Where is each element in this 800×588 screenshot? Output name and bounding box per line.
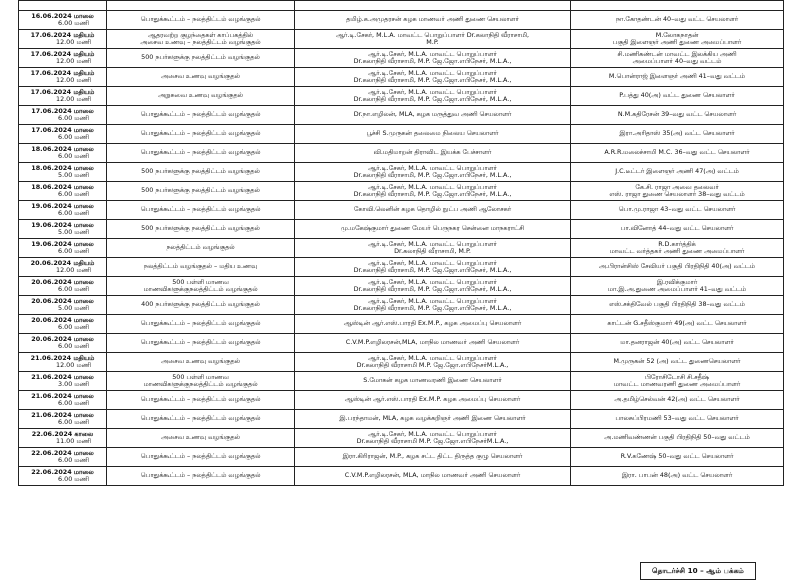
event-description-cell [107,353,295,372]
event-time: 6.00 மணி [58,247,89,255]
event-description-cell [107,68,295,87]
organizer-cell [571,429,784,448]
guest-line: Dr.கலாநிதி வீராசாமி, M.P. ஜே.ஜோ.எபிநேசர், M.L.A., [353,95,512,103]
organizer-cell [571,372,784,391]
guest-line: M.P. [426,38,439,46]
event-description-cell [107,49,295,68]
organizer-line: மா.இ.அ.துணை அமைப்பாளர் 41–வது வட்டம் [607,285,747,293]
event-line: 500 நபர்களுக்கு நலத்திட்டம் வழங்குதல் [141,167,260,176]
event-time: 12.00 மணி [56,95,91,103]
event-description-cell [107,106,295,125]
event-date: 20.06.2024 மாலை [31,277,94,286]
schedule-row [19,372,784,391]
guest-line: Dr.கலாநிதி வீராசாமி M.P. ஜே.ஜோ.எபிநேசர்M.L.A., [356,437,509,445]
event-date: 21.06.2024 மாலை [31,372,94,381]
event-description-cell [107,391,295,410]
date-time-cell [19,296,107,315]
event-line: 500 நபர்களுக்கு நலத்திட்டம் வழங்குதல் [141,186,260,195]
event-description-cell [107,372,295,391]
organizer-line: மா.தனராஜன் 40(அ) வட்ட செயலாளர் [620,338,734,347]
guests-cell [295,87,571,106]
date-time-cell [19,429,107,448]
event-description-cell [107,258,295,277]
date-time-cell [19,391,107,410]
schedule-row [19,125,784,144]
event-line: பொதுக்கூட்டம் – நலத்திட்டம் வழங்குதல் [140,15,261,24]
event-line: பொதுக்கூட்டம் – நலத்திட்டம் வழங்குதல் [140,395,261,404]
guests-cell [295,315,571,334]
organizer-cell [571,201,784,220]
organizer-line: பாலசுப்பிரமணி 53–வது வட்ட செயலாளர் [615,414,739,423]
date-time-cell [19,353,107,372]
organizer-line: நா.கோதண்டன் 40–வது வட்ட செயலாளர் [615,15,739,24]
guests-cell [295,49,571,68]
event-line: பொதுக்கூட்டம் – நலத்திட்டம் வழங்குதல் [140,129,261,138]
event-line: அசைவ உணவு வழங்குதல் [161,72,240,81]
date-time-cell [19,182,107,201]
organizer-line: எஸ். ராஜா துணை செயலாளர் 38–வது வட்டம் [609,190,745,198]
organizer-line: அமைப்பாளர் 40–வது வட்டம் [632,57,722,65]
organizer-line: சி.மணிகண்டன் மாவட்ட இலக்கிய அணி [617,49,737,58]
event-line: 500 நபர்களுக்கு நலத்திட்டம் வழங்குதல் [141,224,260,233]
organizer-line: M.முருகன் 52 (அ) வட்ட துணைசெயலாளர் [613,357,741,366]
schedule-row [19,258,784,277]
guest-line: ஆர்.டி.சேகர், M.L.A. மாவட்ட பொறுப்பாளர் [368,68,497,77]
event-description-cell [107,296,295,315]
schedule-row [19,201,784,220]
guest-line: ஆர்.டி.சேகர், M.L.A. மாவட்ட பொறுப்பாளர் [368,239,497,248]
event-time: 12.00 மணி [56,38,91,46]
organizer-line: பகுதி இளைஞர் அணி துணை அமைப்பாளர் [612,38,742,46]
date-time-cell [19,372,107,391]
organizer-line: அ.பிரான்சிஸ் சேவியர் பகுதி பிரதிநிதி 40(அ) வட்டம் [598,262,756,271]
guest-line: ஆர்.டி.சேகர், M.L.A. மாவட்ட பொறுப்பாளர் [368,163,497,172]
guest-line: மு.மகேஷ்குமார் துணை மேயர் பெருநகர சென்னை மாநகராட்சி [340,224,525,233]
guest-line: ஆர்.டி.சேகர், M.L.A. மாவட்ட பொறுப்பாளர் Dr.கலாநிதி வீராசாமி, [335,30,530,39]
continued-label: தொடர்ச்சி 10 – ஆம் பக்கம் [652,566,744,575]
organizer-line: R.V.கணேஷ் 50–வது வட்ட செயலாளர் [620,452,734,461]
organizer-cell [571,315,784,334]
date-time-cell [19,163,107,182]
event-line: பொதுக்கூட்டம் – நலத்திட்டம் வழங்குதல் [140,148,261,157]
schedule-row [19,410,784,429]
guest-line: Dr.கலாநிதி வீராசாமி, M.P. ஜே.ஜோ.எபிநேசர், M.L.A., [353,171,512,179]
event-line: நலத்திட்டம் வழங்குதல் [166,243,235,252]
event-line: மாணவிகளுக்குநலத்திட்டம் வழங்குதல் [143,285,258,293]
guest-line: Dr.கலாநிதி வீராசாமி M.P. ஜே.ஜோ.எபிநேசர்M.L.A., [356,361,509,369]
date-time-cell [19,277,107,296]
event-description-cell [107,11,295,30]
guest-line: ஆர்.டி.சேகர், M.L.A. மாவட்ட பொறுப்பாளர் [368,49,497,58]
organizer-cell [571,68,784,87]
schedule-row [19,277,784,296]
organizer-cell [571,277,784,296]
guests-cell [295,410,571,429]
event-line: பொதுக்கூட்டம் – நலத்திட்டம் வழங்குதல் [140,338,261,347]
organizer-cell [571,239,784,258]
event-date: 18.06.2024 மாலை [31,182,94,191]
date-time-cell [19,201,107,220]
event-date: 22.06.2024 மாலை [31,448,94,457]
date-time-cell [19,30,107,49]
guest-line: C.V.M.P.எழிலரசன்,MLA, மாநில மாணவர் அணி செயலாளர் [345,338,520,347]
guests-cell [295,201,571,220]
organizer-line: பா.வினோத் 44–வது வட்ட செயலாளர் [620,224,734,233]
event-line: அசைவ உணவு வழங்குதல் [161,433,240,442]
schedule-row [19,11,784,30]
guests-cell [295,163,571,182]
guests-cell [295,106,571,125]
event-line: மாணவிகளுக்குநலத்திட்டம் வழங்குதல் [143,380,258,388]
organizer-cell [571,163,784,182]
organizer-cell [571,144,784,163]
guests-cell [295,144,571,163]
date-time-cell [19,334,107,353]
schedule-row [19,353,784,372]
event-date: 22.06.2024 காலை [31,429,94,438]
guest-line: S.மோகன் கழக மாணவரணி இணை செயலாளர் [363,376,502,385]
date-time-cell [19,11,107,30]
schedule-row [19,467,784,486]
event-line: 500 பள்ளி மாணவ [172,277,229,286]
date-time-cell [19,125,107,144]
guests-cell [295,296,571,315]
guest-line: ஆர்.டி.சேகர், M.L.A. மாவட்ட பொறுப்பாளர் [368,87,497,96]
event-time: 6.00 மணி [58,342,89,350]
event-description-cell [107,410,295,429]
event-time: 6.00 மணி [58,114,89,122]
schedule-page [18,0,783,552]
guest-line: C.V.M.P.எழிலரசன், MLA, மாநில மாணவர் அணி செயலாளர் [344,471,521,480]
date-time-cell [19,239,107,258]
schedule-row [19,182,784,201]
date-time-cell [19,258,107,277]
event-line: அறுசுவை உணவு வழங்குதல் [158,91,243,100]
guest-line: ஆஸ்டின் ஆர்.எஸ்.பாரதி Ex.M.P., கழக அமைப்பு செயலாளர் [343,319,522,328]
date-time-cell [19,49,107,68]
schedule-body [19,1,784,486]
organizer-cell [571,87,784,106]
event-line: அசைவ உணவு வழங்குதல் [161,357,240,366]
event-time: 6.00 மணி [58,209,89,217]
guests-cell [295,68,571,87]
date-time-cell [19,106,107,125]
event-date: 20.06.2024 மாலை [31,296,94,305]
guests-cell [295,277,571,296]
guests-cell [295,220,571,239]
organizer-line: பிரோசிடோசி சி.சதீஷ் [645,372,709,381]
event-time: 5.00 மணி [58,304,89,312]
organizer-line: இரா. பாபன் 48(அ) வட்ட செயலாளர் [621,471,733,480]
event-description-cell [107,30,295,49]
event-description-cell [107,334,295,353]
continued-on-page-box [640,562,756,580]
event-line: பொதுக்கூட்டம் – நலத்திட்டம் வழங்குதல் [140,205,261,214]
guest-line: ஆஸ்டின் ஆர்.எஸ்.பாரதி Ex.M.P. கழக அமைப்பு செயலாளர் [344,395,521,404]
schedule-row [19,163,784,182]
guests-cell [295,30,571,49]
guests-cell [295,391,571,410]
schedule-row [19,334,784,353]
organizer-cell [571,182,784,201]
guests-cell [295,372,571,391]
guests-cell [295,353,571,372]
event-line: அசைவ உணவு – நலத்திட்டம் வழங்குதல் [140,38,261,46]
organizer-cell [571,258,784,277]
event-time: 6.00 மணி [58,323,89,331]
organizer-cell [571,334,784,353]
schedule-row [19,106,784,125]
event-line: நலத்திட்டம் வழங்குதல் – மதிய உணவு [143,262,258,271]
date-time-cell [19,220,107,239]
organizer-cell [571,448,784,467]
guests-cell [295,334,571,353]
event-time: 12.00 மணி [56,57,91,65]
guests-cell [295,448,571,467]
schedule-row [19,68,784,87]
organizer-cell [571,49,784,68]
date-time-cell [19,68,107,87]
guest-line: Dr.கலாநிதி வீராசாமி, M.P. ஜே.ஜோ.எபிநேசர், M.L.A., [353,57,512,65]
event-time: 5.00 மணி [58,171,89,179]
event-time: 6.00 மணி [58,19,89,27]
event-time: 6.00 மணி [58,152,89,160]
event-description-cell [107,467,295,486]
organizer-cell [571,410,784,429]
organizer-line: J.C.டீட்டர் இளைஞர் அணி 47(அ) வட்டம் [615,167,739,176]
event-line: பொதுக்கூட்டம் – நலத்திட்டம் வழங்குதல் [140,110,261,119]
guests-cell [295,258,571,277]
event-description-cell [107,87,295,106]
event-date: 17.06.2024 மதியம் [30,30,95,39]
guest-line: ஆர்.டி.சேகர், M.L.A. மாவட்ட பொறுப்பாளர் [368,277,497,286]
event-line: 400 நபர்களுக்கு நலத்திட்டம் வழங்குதல் [141,300,260,309]
schedule-row [19,239,784,258]
date-time-cell [19,448,107,467]
guests-cell [295,125,571,144]
organizer-cell [571,106,784,125]
guest-line: Dr.கலாநிதி வீராசாமி, M.P. ஜே.ஜோ.எபிநேசர், M.L.A., [353,304,512,312]
schedule-row [19,315,784,334]
event-line: பொதுக்கூட்டம் – நலத்திட்டம் வழங்குதல் [140,414,261,423]
event-date: 22.06.2024 மாலை [31,467,94,476]
event-date: 17.06.2024 மதியம் [30,68,95,77]
schedule-table [18,0,784,486]
event-time: 6.00 மணி [58,190,89,198]
guest-line: கோவி.லெனின் கழக தொழில் நுட்ப அணி ஆலோசகர் [353,205,512,214]
event-description-cell [107,182,295,201]
event-time: 6.00 மணி [58,133,89,141]
organizer-line: P.பத்து 40(அ) வட்ட துணை செயலாளர் [619,91,735,100]
guest-line: ஆர்.டி.சேகர், M.L.A. மாவட்ட பொறுப்பாளர் [368,182,497,191]
organizer-line: A.R.R.மலைச்சாமி M.C. 36–வது வட்ட செயலாளர் [604,148,750,157]
event-date: 19.06.2024 மாலை [31,220,94,229]
schedule-row [19,296,784,315]
event-date: 19.06.2024 மாலை [31,201,94,210]
organizer-line: காட்டன் G.சதீஸ்குமார் 49(அ) வட்ட செயலாளர் [607,319,747,328]
schedule-row [19,30,784,49]
organizer-cell [571,467,784,486]
guests-cell [295,467,571,486]
organizer-line: N.M.கதிரேசன் 39–வது வட்ட செயலாளர் [617,110,737,119]
event-date: 21.06.2024 மாலை [31,391,94,400]
event-time: 12.00 மணி [56,76,91,84]
event-description-cell [107,125,295,144]
event-date: 21.06.2024 மதியம் [30,353,95,362]
event-date: 17.06.2024 மதியம் [30,87,95,96]
date-time-cell [19,87,107,106]
event-date: 20.06.2024 மதியம் [30,258,95,267]
guests-cell [295,11,571,30]
organizer-cell [571,11,784,30]
organizer-line: மாவட்ட வர்த்தகர் அணி துணை அமைப்பாளர் [609,247,745,255]
event-description-cell [107,277,295,296]
guest-line: ஆர்.டி.சேகர், M.L.A. மாவட்ட பொறுப்பாளர் [368,353,497,362]
date-time-cell [19,410,107,429]
event-date: 17.06.2024 மதியம் [30,49,95,58]
event-description-cell [107,315,295,334]
guest-line: ஆர்.டி.சேகர், M.L.A. மாவட்ட பொறுப்பாளர் [368,258,497,267]
guest-line: இ.பரந்தாமன், MLA, கழக வழக்கறிஞர் அணி இணை செயலாளர் [339,414,526,423]
organizer-line: M.பொன்ராஜ் இளைஞர் அணி 41–வது வட்டம் [608,72,746,81]
event-description-cell [107,429,295,448]
schedule-row [19,144,784,163]
event-time: 6.00 மணி [58,285,89,293]
event-time: 12.00 மணி [56,361,91,369]
schedule-row [19,220,784,239]
event-date: 20.06.2024 மாலை [31,334,94,343]
organizer-cell [571,296,784,315]
guest-line: Dr.கலாநிதி வீராசாமி, M.P. ஜே.ஜோ.எபிநேசர், M.L.A., [353,285,512,293]
event-time: 12.00 மணி [56,266,91,274]
guest-line: Dr.கலாநிதி வீராசாமி, M.P. ஜே.ஜோ.எபிநேசர், M.L.A., [353,266,512,274]
event-description-cell [107,201,295,220]
event-description-cell [107,163,295,182]
organizer-cell [571,125,784,144]
guest-line: தமிழ்.க.அமுதரசன் கழக மாணவர் அணி துணை செயலாளர் [346,15,519,24]
schedule-row [19,49,784,68]
organizer-cell [571,353,784,372]
event-date: 16.06.2024 மாலை [31,11,94,20]
guests-cell [295,182,571,201]
organizer-line: பொ.மு.ராஜா 43–வது வட்ட செயலாளர் [618,205,736,214]
organizer-line: மாவட்ட மாணவரணி துணை அமைப்பாளர் [613,380,741,388]
guests-cell [295,239,571,258]
guest-line: வி.மதிமாறன் திராவிட இயக்க பேச்சாளர் [373,148,492,157]
event-date: 19.06.2024 மாலை [31,239,94,248]
event-line: 500 நபர்களுக்கு நலத்திட்டம் வழங்குதல் [141,53,260,62]
event-line: பொதுக்கூட்டம் – நலத்திட்டம் வழங்குதல் [140,471,261,480]
organizer-line: அ.மணிவண்ணன் பகுதி பிரதிநிதி 50–வது வட்டம் [604,433,750,442]
guest-line: Dr.கலாநிதி வீராசாமி, M.P. [394,247,471,255]
date-time-cell [19,315,107,334]
guest-line: Dr.கலாநிதி வீராசாமி, M.P. ஜே.ஜோ.எபிநேசர், M.L.A., [353,190,512,198]
event-line: ஆதரவற்ற குழந்தைகள் காப்பகத்தில் [147,30,254,39]
event-description-cell [107,144,295,163]
guest-line: இரா.கிரிராஜன், M.P., கழக சட்ட திட்ட திருத்த குழு செயலாளர் [342,452,523,461]
event-description-cell [107,239,295,258]
guest-line: ஆர்.டி.சேகர், M.L.A. மாவட்ட பொறுப்பாளர் [368,296,497,305]
event-time: 5.00 மணி [58,228,89,236]
event-date: 18.06.2024 மாலை [31,144,94,153]
guest-line: Dr.கலாநிதி வீராசாமி, M.P. ஜே.ஜோ.எபிநேசர், M.L.A., [353,76,512,84]
event-date: 21.06.2024 மாலை [31,410,94,419]
organizer-line: இ.ரவிக்குமார் [656,277,698,286]
schedule-row [19,391,784,410]
guest-line: பூச்சி S.முருகன் தலைமை நிலைய செயலாளர் [366,129,499,138]
top-partial-row [19,1,784,11]
event-time: 6.00 மணி [58,399,89,407]
event-line: 500 பள்ளி மாணவ [172,372,229,381]
schedule-row [19,87,784,106]
organizer-line: கே.சி. ராஜா அவை தலைவர் [635,182,719,191]
event-description-cell [107,448,295,467]
schedule-row [19,429,784,448]
guest-line: Dr.நா.எழிலன், MLA, கழக மருத்துவ அணி செயலாளர் [353,110,512,119]
date-time-cell [19,467,107,486]
event-time: 6.00 மணி [58,456,89,464]
organizer-line: M.லோகநாதன் [655,30,699,39]
event-date: 18.06.2024 மாலை [31,163,94,172]
guest-line: ஆர்.டி.சேகர், M.L.A. மாவட்ட பொறுப்பாளர் [368,429,497,438]
organizer-line: அ.தமிழ்செல்வன் 42(அ) வட்ட செயலாளர் [614,395,740,404]
event-time: 6.00 மணி [58,475,89,483]
guests-cell [295,429,571,448]
event-time: 3.00 மணி [58,380,89,388]
schedule-row [19,448,784,467]
event-date: 17.06.2024 மாலை [31,106,94,115]
organizer-line: இரா.அரிதாஸ் 35(அ) வட்ட செயலாளர் [619,129,735,138]
event-description-cell [107,220,295,239]
organizer-cell [571,220,784,239]
organizer-line: R.D.கார்த்திக் [658,239,696,248]
event-date: 17.06.2024 மாலை [31,125,94,134]
organizer-line: எஸ்.சக்திவேல் பகுதி பிரதிநிதி 38–வது வட்டம் [609,300,745,309]
event-time: 6.00 மணி [58,418,89,426]
event-time: 11.00 மணி [56,437,91,445]
date-time-cell [19,144,107,163]
event-date: 20.06.2024 மாலை [31,315,94,324]
event-line: பொதுக்கூட்டம் – நலத்திட்டம் வழங்குதல் [140,319,261,328]
event-line: பொதுக்கூட்டம் – நலத்திட்டம் வழங்குதல் [140,452,261,461]
organizer-cell [571,30,784,49]
organizer-cell [571,391,784,410]
